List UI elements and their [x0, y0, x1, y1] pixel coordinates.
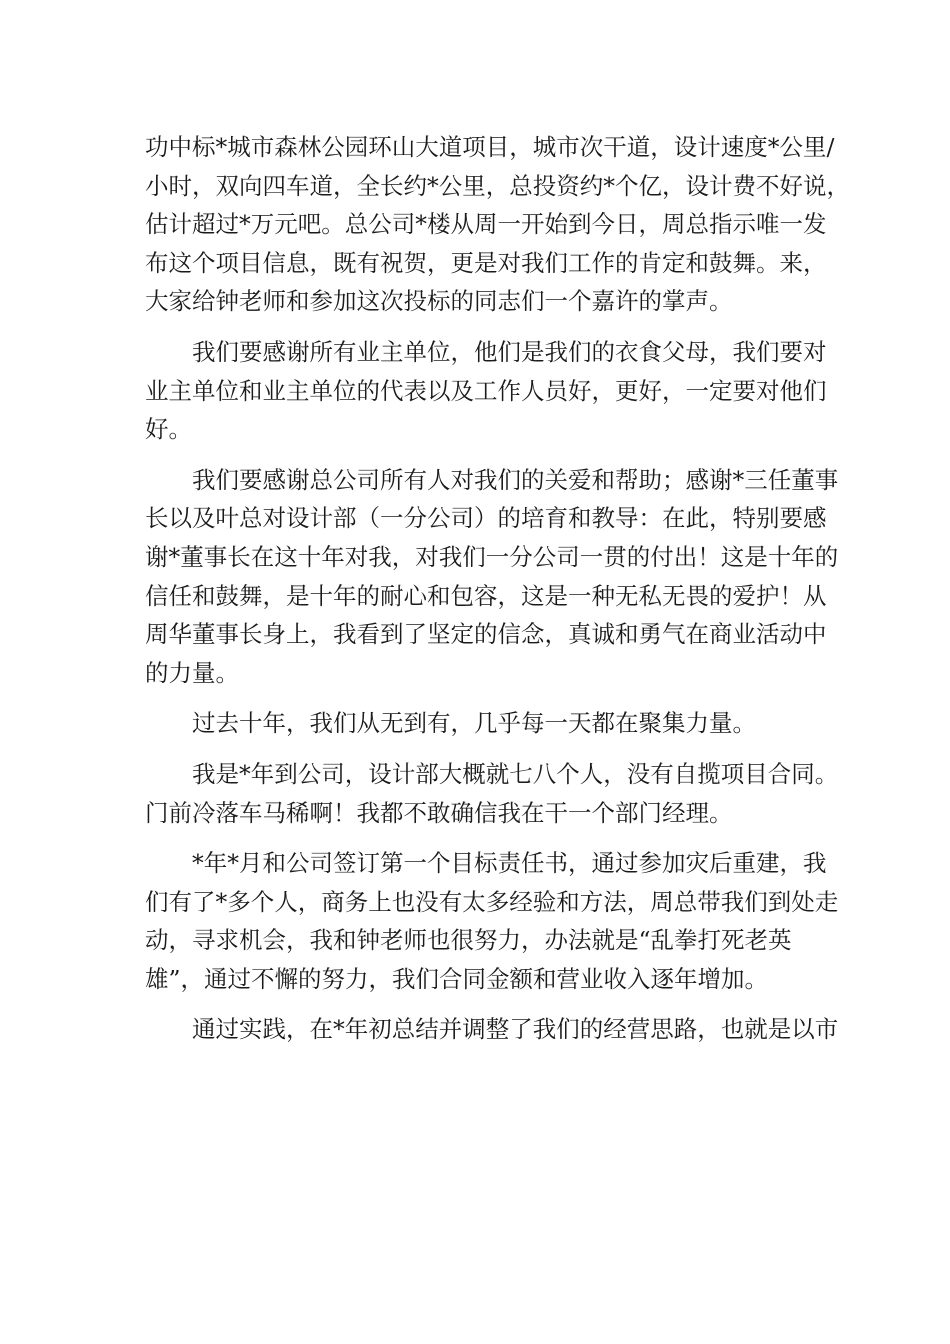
- text-line: 大家给钟老师和参加这次投标的同志们一个嘉许的掌声。: [145, 287, 733, 316]
- paragraph: [145, 333, 827, 449]
- text-line: 通过实践，在*年初总结并调整了我们的经营思路，也就是以市: [192, 1015, 839, 1044]
- text-line: 估计超过*万元吧。总公司*楼从周一开始到今日，周总指示唯一发: [145, 210, 827, 239]
- text-line: 我是*年到公司，设计部大概就七八个人，没有自揽项目合同。: [192, 759, 839, 788]
- text-line: 周华董事长身上，我看到了坚定的信念，真诚和勇气在商业活动中: [145, 620, 827, 649]
- text-line: 信任和鼓舞，是十年的耐心和包容，这是一种无私无畏的爱护！从: [145, 581, 827, 610]
- text-line: 门前冷落车马稀啊！我都不敢确信我在干一个部门经理。: [145, 798, 733, 827]
- text-line: 过去十年，我们从无到有，几乎每一天都在聚集力量。: [192, 709, 756, 738]
- document-body: [145, 128, 850, 1049]
- paragraph-gap: [145, 743, 817, 755]
- text-line: 的力量。: [145, 658, 239, 687]
- text-line: 动，寻求机会，我和钟老师也很努力，办法就是“乱拳打死老英: [145, 926, 792, 955]
- paragraph: [145, 128, 850, 321]
- text-line: 们有了*多个人，商务上也没有太多经验和方法，周总带我们到处走: [145, 887, 839, 916]
- paragraph-gap: [145, 449, 817, 461]
- paragraph-gap: [145, 998, 817, 1010]
- text-line: 布这个项目信息，既有祝贺，更是对我们工作的肯定和鼓舞。来，: [145, 248, 827, 277]
- text-line: 我们要感谢总公司所有人对我们的关爱和帮助；感谢*三任董事: [192, 465, 839, 494]
- paragraph: [145, 461, 839, 693]
- text-line: 功中标*城市森林公园环山大道项目，城市次干道，设计速度*公里/: [145, 133, 835, 161]
- paragraph-gap: [145, 832, 817, 844]
- text-line: 好。: [145, 415, 192, 444]
- text-line: 谢*董事长在这十年对我，对我们一分公司一贯的付出！这是十年的: [145, 542, 839, 571]
- text-line: 小时，双向四车道，全长约*公里，总投资约*个亿，设计费不好说，: [145, 171, 850, 200]
- paragraph-gap: [145, 692, 817, 704]
- text-line: 长以及叶总对设计部（一分公司）的培育和教导：在此，特别要感: [145, 504, 827, 533]
- text-line: *年*月和公司签订第一个目标责任书，通过参加灾后重建，我: [192, 849, 827, 878]
- paragraph-gap: [145, 321, 817, 333]
- paragraph: [145, 704, 817, 743]
- text-line: 雄”，通过不懈的努力，我们合同金额和营业收入逐年增加。: [145, 964, 769, 993]
- text-line: 业主单位和业主单位的代表以及工作人员好，更好，一定要对他们: [145, 376, 827, 405]
- text-line: 我们要感谢所有业主单位，他们是我们的衣食父母，我们要对: [192, 337, 827, 366]
- paragraph: [145, 755, 839, 832]
- paragraph: [145, 1010, 839, 1049]
- paragraph: [145, 844, 839, 998]
